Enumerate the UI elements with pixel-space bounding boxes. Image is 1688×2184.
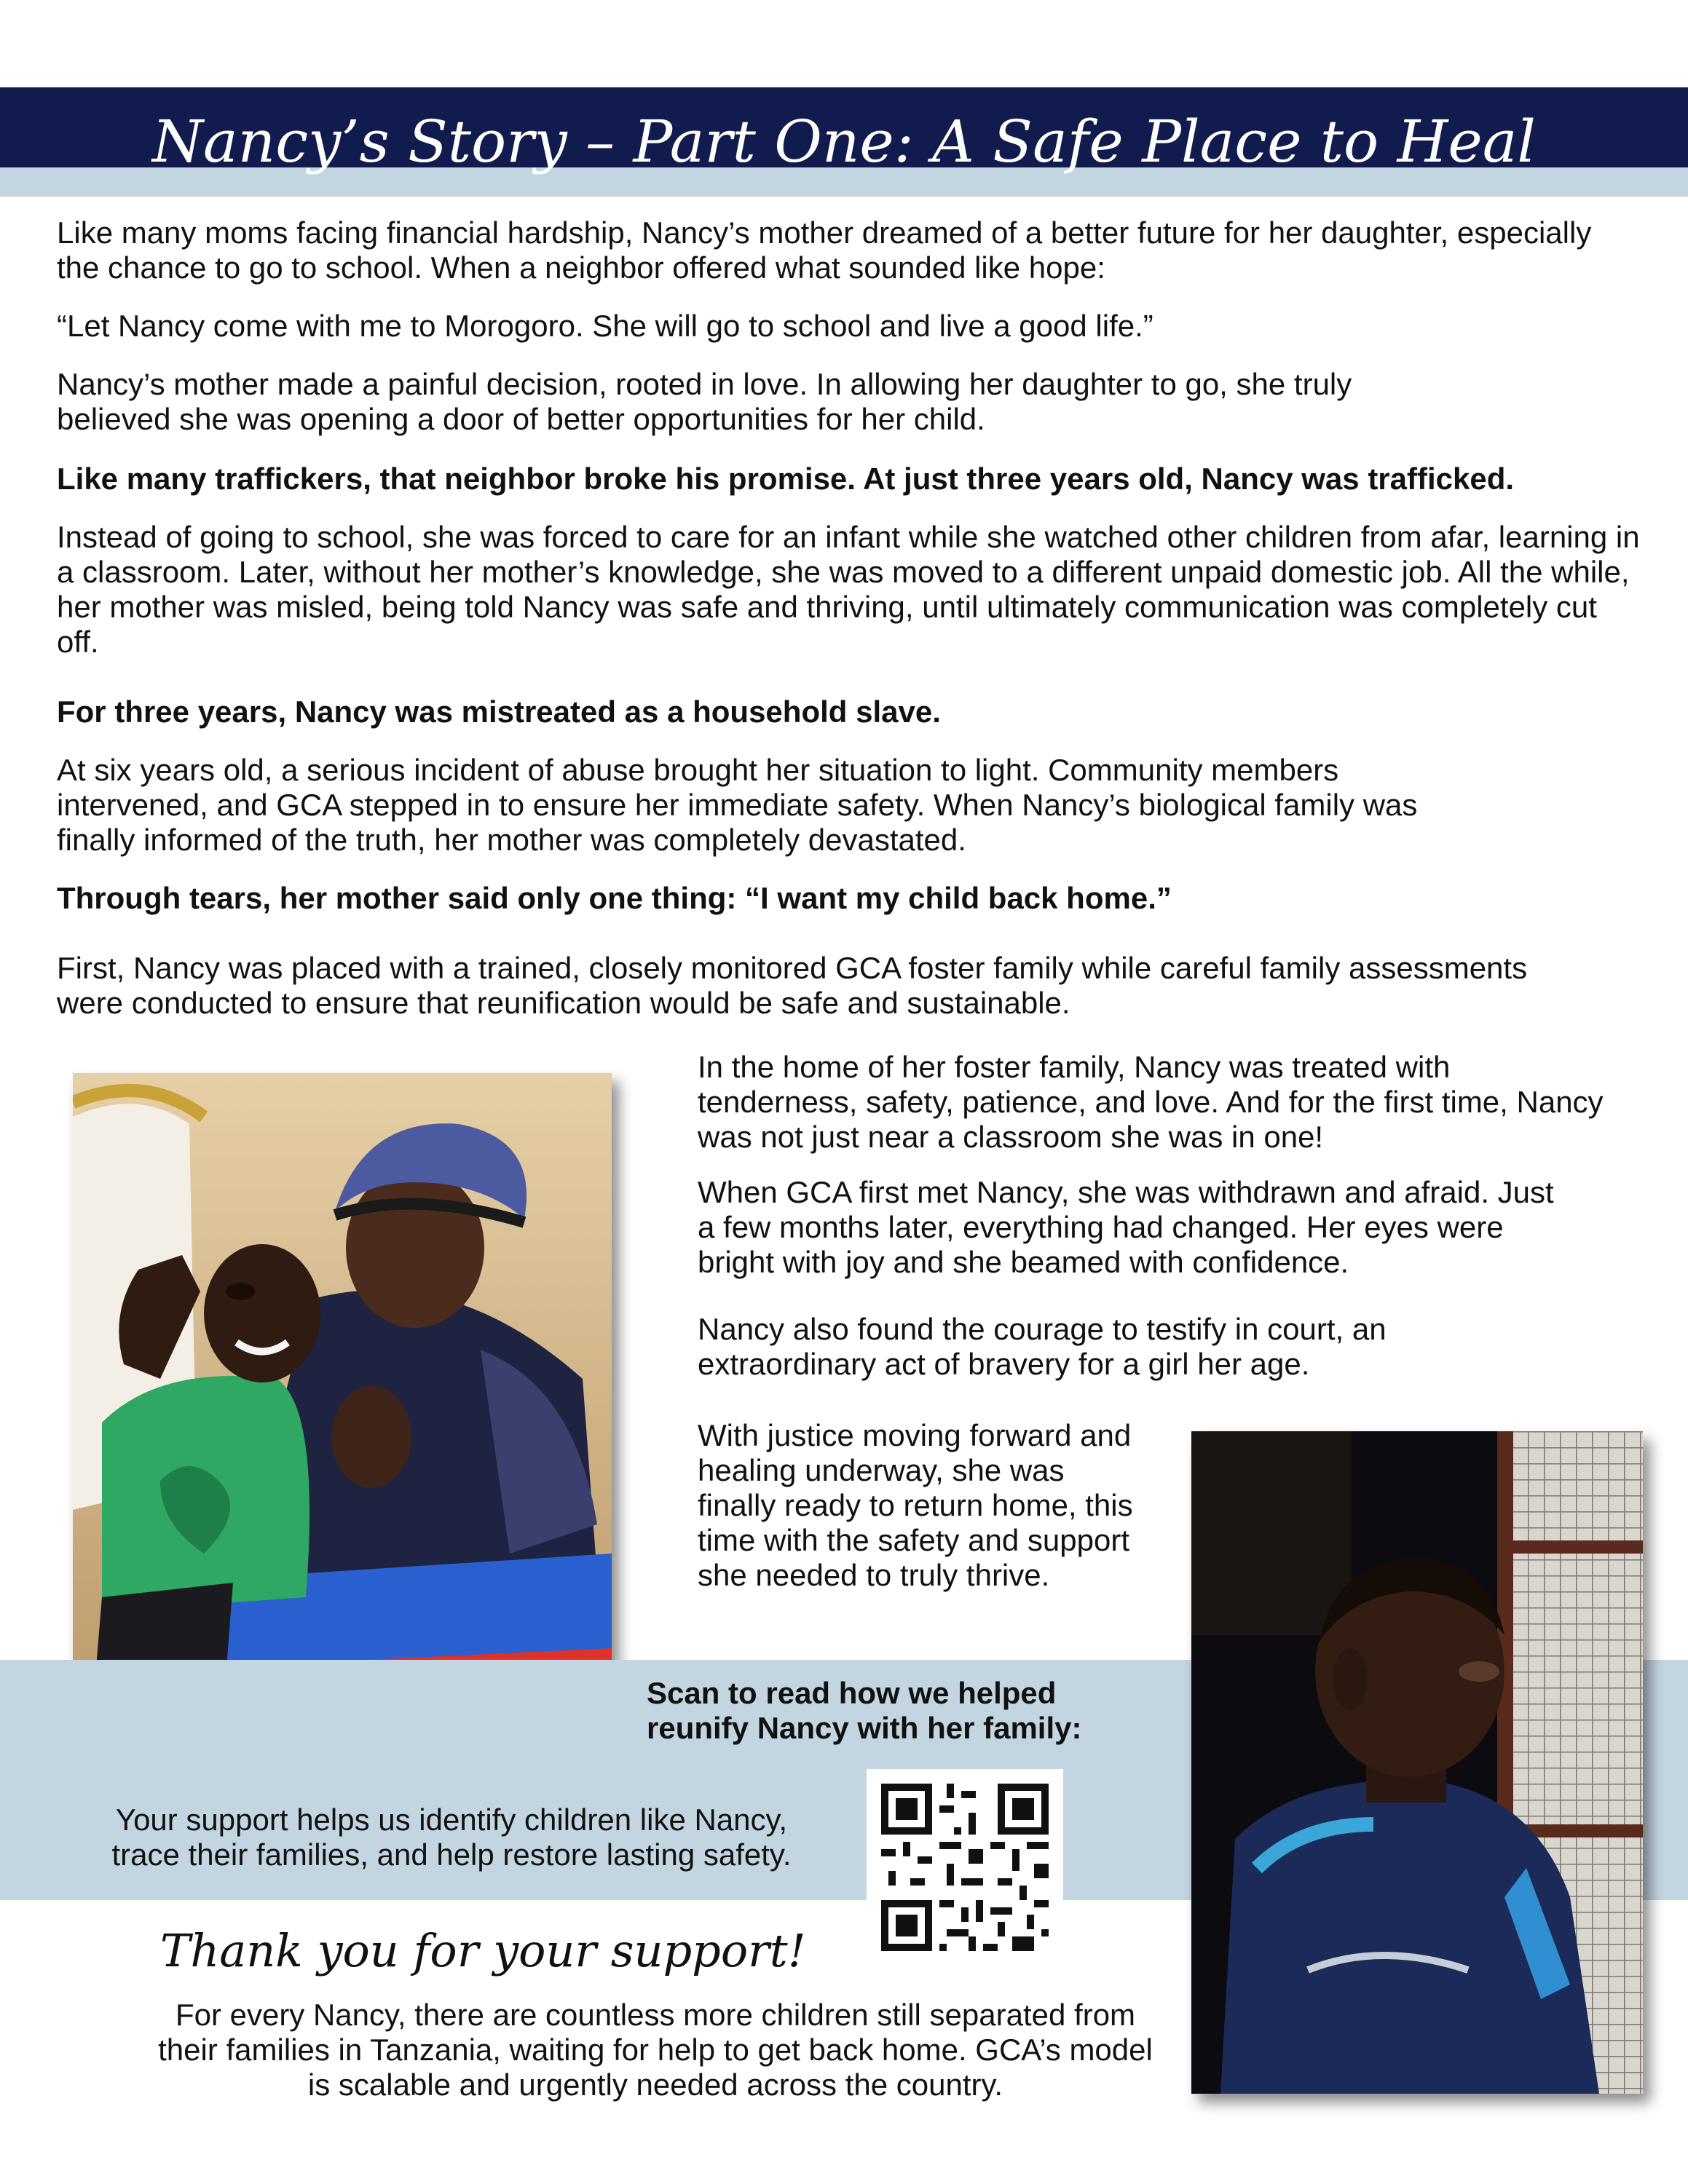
paragraph-decision: Nancy’s mother made a painful decision, rooted in love. In allowing her daughter to go, she truly believed she was opening a door of better opportunities for her child. <box>57 367 1352 436</box>
scan-prompt: Scan to read how we helped reunify Nancy with her family: <box>647 1676 1082 1745</box>
paragraph-mother-quote: Through tears, her mother said only one thing: “I want my child back home.” <box>57 881 1172 915</box>
paragraph-forced-labor: Instead of going to school, she was forced to care for an infant while she watched other children from afar, learning in a classroom. Later, without her mother’s knowledge, she was moved to a different unpaid domestic job. All the while, her mother was misled, being told Nancy was safe and thriving, until ultimately communication was completely cut off. <box>57 520 1640 659</box>
closing-message: For every Nancy, there are countless more children still separated from their families in Tanzania, waiting for help to get back home. GCA’s model is scalable and urgently needed across the country. <box>158 1998 1153 2102</box>
paragraph-return-home: With justice moving forward and healing underway, she was finally ready to return home, this time with the safety and support she needed to truly thrive. <box>698 1418 1133 1592</box>
support-message: Your support helps us identify children like Nancy, trace their families, and help restore lasting safety. <box>111 1803 792 1872</box>
photo-illustration-window <box>1191 1431 1643 2094</box>
thank-you-heading: Thank you for your support! <box>160 1924 806 1977</box>
paragraph-testify: Nancy also found the courage to testify in court, an extraordinary act of bravery for a girl her age. <box>698 1312 1387 1381</box>
paragraph-trafficked: Like many traffickers, that neighbor broke his promise. At just three years old, Nancy was trafficked. <box>57 462 1515 496</box>
paragraph-transformation: When GCA first met Nancy, she was withdrawn and afraid. Just a few months later, everything had changed. Her eyes were bright with joy and she beamed with confidence. <box>698 1175 1554 1279</box>
page-title: Nancy’s Story – Part One: A Safe Place to Heal <box>151 108 1537 175</box>
paragraph-rescue: At six years old, a serious incident of abuse brought her situation to light. Community members intervened, and GCA stepped in to ensure her immediate safety. When Nancy’s biological family was finally informed of the truth, her mother was completely devastated. <box>57 753 1418 857</box>
photo-nancy-at-window <box>1191 1431 1643 2094</box>
paragraph-household-slave: For three years, Nancy was mistreated as a household slave. <box>57 695 941 729</box>
paragraph-foster-home: In the home of her foster family, Nancy was treated with tenderness, safety, patience, and love. And for the first time, Nancy was not just near a classroom she was in one! <box>698 1050 1604 1154</box>
paragraph-foster-placement: First, Nancy was placed with a trained, closely monitored GCA foster family while careful family assessments were conducted to ensure that reunification would be safe and sustainable. <box>57 951 1528 1020</box>
paragraph-quote: “Let Nancy come with me to Morogoro. She will go to school and live a good life.” <box>57 309 1153 343</box>
qr-code-icon <box>867 1769 1063 1966</box>
paragraph-intro: Like many moms facing financial hardship, Nancy’s mother dreamed of a better future for her daughter, especially the chance to go to school. When a neighbor offered what sounded like hope: <box>57 215 1592 285</box>
qr-code[interactable] <box>867 1769 1063 1966</box>
